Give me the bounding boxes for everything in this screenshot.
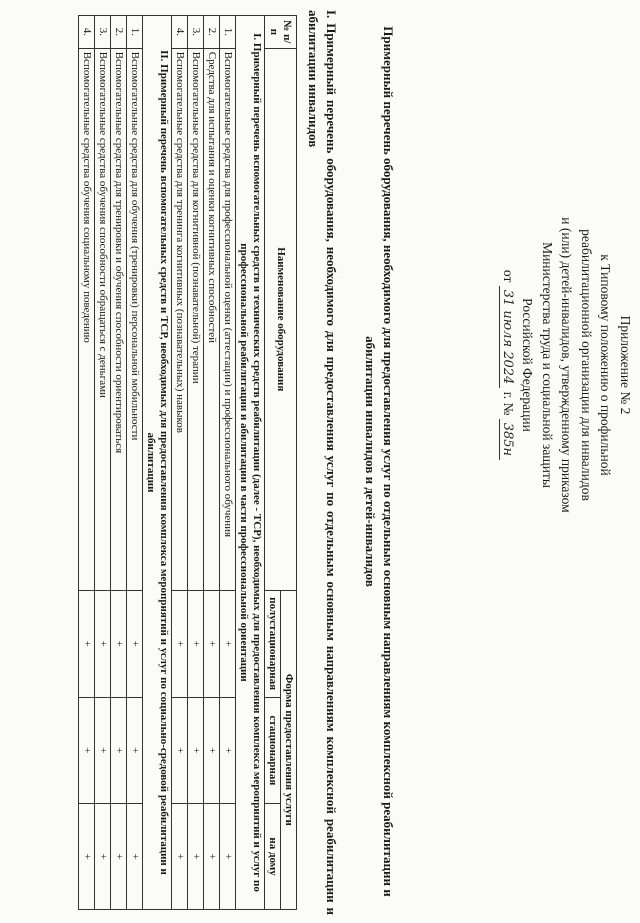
header-form-group: Форма предоставления услуги bbox=[281, 590, 297, 909]
order-date-line bbox=[498, 130, 519, 600]
document-title: Примерный перечень оборудования, необходимого для предоставления услуг по отдельным основным направлениям комплексной реабилитации и абилитации инвалидов и детей-инвалидов bbox=[363, 26, 396, 897]
row-number: 4. bbox=[172, 16, 188, 49]
row-name: Вспомогательные средства обучения способности обращаться с деньгами bbox=[95, 48, 111, 590]
mark-inpatient: + bbox=[220, 697, 236, 804]
table-row bbox=[188, 16, 204, 910]
mark-inpatient: + bbox=[111, 697, 127, 804]
mark-home: + bbox=[127, 804, 143, 910]
appendix-line: к Типовому положению о профильной bbox=[598, 254, 614, 476]
table-row bbox=[172, 16, 188, 910]
appendix-header bbox=[498, 130, 636, 600]
number-prefix: г. № bbox=[501, 391, 516, 416]
appendix-line: и (или) детей-инвалидов, утвержденному приказом bbox=[559, 217, 575, 513]
mark-home: + bbox=[95, 804, 111, 910]
mark-outpatient: + bbox=[220, 590, 236, 697]
row-number: 3. bbox=[95, 16, 111, 49]
header-number: № п/п bbox=[265, 16, 297, 49]
table-row bbox=[79, 16, 95, 910]
row-name: Вспомогательные средства для тренировки и обучения способности ориентироваться bbox=[111, 48, 127, 590]
header-name: Наименование оборудования bbox=[265, 48, 297, 590]
table-row bbox=[95, 16, 111, 910]
row-name: Вспомогательные средства для тренинга когнитивных (познавательных) навыков bbox=[172, 48, 188, 590]
appendix-line: Министерства труда и социальной защиты bbox=[540, 242, 555, 488]
handwritten-number: 385н bbox=[499, 419, 515, 460]
row-number: 2. bbox=[111, 16, 127, 49]
row-number: 2. bbox=[204, 16, 220, 49]
mark-outpatient: + bbox=[79, 590, 95, 697]
mark-inpatient: + bbox=[79, 697, 95, 804]
appendix-line: реабилитационной организации для инвалидов bbox=[579, 229, 594, 501]
header-home: на дому bbox=[265, 804, 281, 910]
mark-home: + bbox=[172, 804, 188, 910]
mark-inpatient: + bbox=[172, 697, 188, 804]
group-row bbox=[143, 16, 172, 910]
row-name: Вспомогательные средства для обучения (тренировки) персональной мобильности bbox=[127, 48, 143, 590]
header-inpatient: стационарная bbox=[265, 697, 281, 804]
table-row bbox=[204, 16, 220, 910]
mark-inpatient: + bbox=[127, 697, 143, 804]
handwritten-date: 31 июля 2024 bbox=[499, 286, 515, 389]
row-number: 3. bbox=[188, 16, 204, 49]
section-title: I. Примерный перечень оборудования, необходимого для предоставления услуг по отдельным основным направлениям комплексной реабилитации и абилитации инвалидов bbox=[306, 10, 339, 915]
mark-inpatient: + bbox=[95, 697, 111, 804]
mark-inpatient: + bbox=[204, 697, 220, 804]
row-name: Вспомогательные средства для профессиональной оценки (аттестации) и профессионального обучения bbox=[220, 48, 236, 590]
date-prefix: от bbox=[501, 269, 516, 283]
table-row bbox=[111, 16, 127, 910]
table-row bbox=[127, 16, 143, 910]
equipment-table bbox=[78, 15, 297, 910]
mark-outpatient: + bbox=[188, 590, 204, 697]
mark-outpatient: + bbox=[111, 590, 127, 697]
appendix-line: Российской Федерации bbox=[520, 298, 536, 432]
mark-home: + bbox=[111, 804, 127, 910]
mark-outpatient: + bbox=[127, 590, 143, 697]
group-row bbox=[236, 16, 265, 910]
row-number: 1. bbox=[127, 16, 143, 49]
mark-outpatient: + bbox=[95, 590, 111, 697]
mark-home: + bbox=[188, 804, 204, 910]
mark-inpatient: + bbox=[188, 697, 204, 804]
mark-home: + bbox=[79, 804, 95, 910]
row-name: Средства для испытания и оценки когнитивных способностей bbox=[204, 48, 220, 590]
table-body bbox=[79, 16, 265, 910]
row-name: Вспомогательные средства для когнитивной (познавательной) терапии bbox=[188, 48, 204, 590]
row-name: Вспомогательные средства обучения социальному поведению bbox=[79, 48, 95, 590]
mark-outpatient: + bbox=[172, 590, 188, 697]
row-number: 4. bbox=[79, 16, 95, 49]
row-number: 1. bbox=[220, 16, 236, 49]
mark-outpatient: + bbox=[204, 590, 220, 697]
mark-home: + bbox=[220, 804, 236, 910]
table-row bbox=[220, 16, 236, 910]
appendix-line: Приложение № 2 bbox=[618, 315, 633, 415]
group-title: II. Примерный перечень вспомогательных средств и ТСР, необходимых для предоставления комплекса мероприятий и услуг по социально-средовой реабилитации и абилитации bbox=[143, 16, 172, 910]
group-title: I. Примерный перечень вспомогательных средств и технических средств реабилитации (далее - ТСР), необходимых для предоставления комплекса мероприятий и услуг по профессиональной реабилитации и абилитации в части профессиональной ориентации bbox=[236, 16, 265, 910]
mark-home: + bbox=[204, 804, 220, 910]
header-outpatient: полустационарная bbox=[265, 590, 281, 697]
